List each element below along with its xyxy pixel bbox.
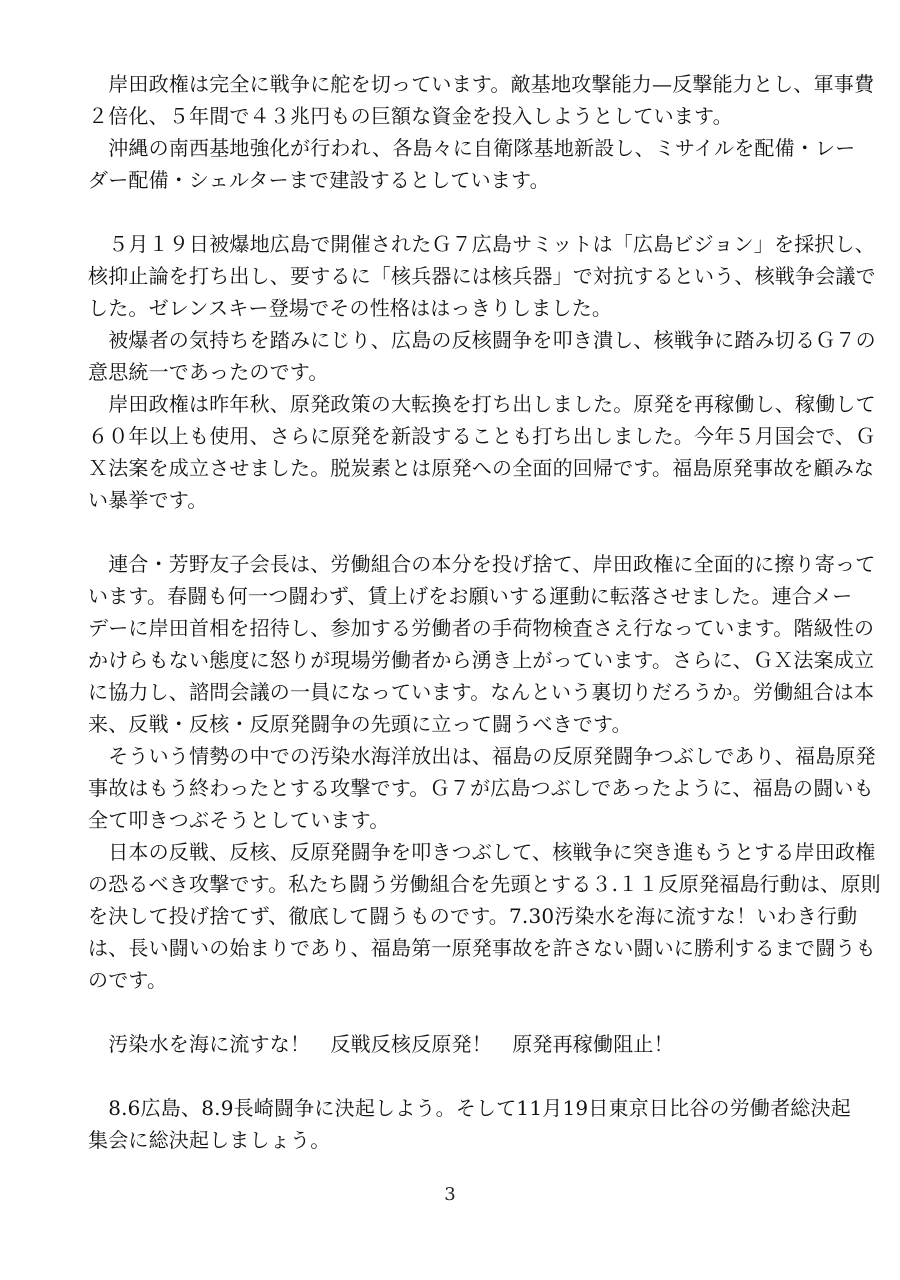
text-line: の恐るべき攻撃です。私たち闘う労働組合を先頭とする３.１１反原発福島行動は、原則 (88, 872, 881, 896)
text-line: そういう情勢の中での汚染水海洋放出は、福島の反原発闘争つぶしであり、福島原発 (88, 744, 876, 768)
paragraph-fukushima-action (88, 836, 881, 996)
paragraph-nuclear-policy (88, 388, 876, 516)
paragraph-gap (88, 516, 840, 548)
paragraph-contaminated-water (88, 740, 876, 836)
text-line: を決して投げ捨てず、徹底して闘うものです。7.30汚染水を海に流すな！いわき行動 (88, 904, 858, 928)
text-line: います。春闘も何一つ闘わず、賃上げをお願いする運動に転落させました。連合メー (88, 584, 853, 608)
text-line: した。ゼレンスキー登場でその性格ははっきりしました。 (88, 296, 613, 320)
text-line: 全て叩きつぶそうとしています。 (88, 808, 390, 832)
paragraph-okinawa-bases (88, 132, 856, 196)
text-line: い暴挙です。 (88, 488, 208, 512)
text-line: 8.6広島、8.9長崎闘争に決起しよう。そして11月19日東京日比谷の労働者総決起 (88, 1096, 851, 1120)
text-line: 連合・芳野友子会長は、労働組合の本分を投げ捨て、岸田政権に全面的に擦り寄って (88, 552, 876, 576)
paragraph-gap (88, 996, 840, 1028)
text-line: 事故はもう終わったとする攻撃です。Ｇ７が広島つぶしであったように、福島の闘いも (88, 776, 874, 800)
text-line: かけらもない態度に怒りが現場労働者から湧き上がっています。さらに、ＧＸ法案成立 (88, 648, 875, 672)
text-line: 日本の反戦、反核、反原発闘争を叩きつぶして、核戦争に突き進もうとする岸田政権 (88, 840, 876, 864)
paragraph-gap (88, 196, 840, 228)
text-line: ダー配備・シェルターまで建設するとしています。 (88, 168, 550, 192)
text-line: ５月１９日被爆地広島で開催されたＧ７広島サミットは「広島ビジョン」を採択し、 (88, 232, 875, 256)
paragraph-gap (88, 1060, 840, 1092)
text-line: 被爆者の気持ちを踏みにじり、広島の反核闘争を叩き潰し、核戦争に踏み切るＧ７の (88, 328, 876, 352)
text-line: 岸田政権は昨年秋、原発政策の大転換を打ち出しました。原発を再稼働し、稼働して (88, 392, 876, 416)
text-line: に協力し、諮問会議の一員になっています。なんという裏切りだろうか。労働組合は本 (88, 680, 875, 704)
text-line: 集会に総決起しましょう。 (88, 1128, 331, 1152)
slogan-line: 汚染水を海に流すな！ 反戦反核反原発！ 原発再稼働阻止！ (88, 1032, 674, 1056)
text-line: 岸田政権は完全に戦争に舵を切っています。敵基地攻撃能力—反撃能力とし、軍事費 (88, 72, 875, 96)
paragraph-call-to-action (88, 1092, 851, 1156)
text-line: 沖縄の南西基地強化が行われ、各島々に自衛隊基地新設し、ミサイルを配備・レー (88, 136, 856, 160)
page-number: 3 (444, 1184, 456, 1205)
paragraph-g7-summit (88, 228, 876, 324)
text-line: 来、反戦・反核・反原発闘争の先頭に立って闘うべきです。 (88, 712, 632, 736)
paragraph-military-expansion (88, 68, 875, 132)
text-line: 核抑止論を打ち出し、要するに「核兵器には核兵器」で対抗するという、核戦争会議で (88, 264, 876, 288)
text-line: のです。 (88, 968, 168, 992)
text-line: Ｘ法案を成立させました。脱炭素とは原発への全面的回帰です。福島原発事故を顧みな (88, 456, 875, 480)
text-line: ６０年以上も使用、さらに原発を新設することも打ち出しました。今年５月国会で、Ｇ (88, 424, 876, 448)
text-line: デーに岸田首相を招待し、参加する労働者の手荷物検査さえ行なっています。階級性の (88, 616, 875, 640)
paragraph-rengo-union (88, 548, 876, 740)
text-line: ２倍化、５年間で４３兆円もの巨額な資金を投入しようとしています。 (88, 104, 733, 128)
paragraph-slogans (88, 1028, 840, 1060)
text-line: は、長い闘いの始まりであり、福島第一原発事故を許さない闘いに勝利するまで闘うも (88, 936, 876, 960)
paragraph-g7-unity (88, 324, 876, 388)
text-line: 意思統一であったのです。 (88, 360, 329, 384)
